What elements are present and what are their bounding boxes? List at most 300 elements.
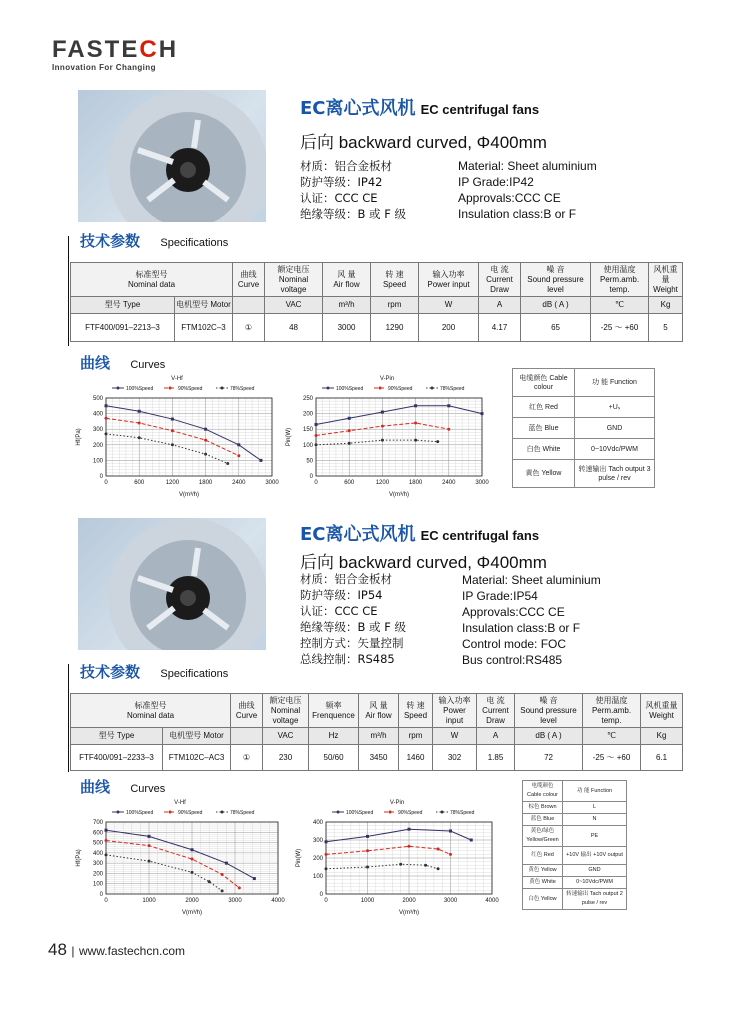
data-point — [470, 839, 473, 842]
x-axis-label: V(m³/h) — [399, 910, 419, 916]
th-col: 风 量 Air flow — [323, 263, 371, 297]
th-unit: ℃ — [583, 728, 641, 745]
data-point — [259, 459, 262, 462]
data-point — [408, 845, 411, 848]
cell-motor: FTM102C–3 — [175, 314, 233, 342]
cell: 5 — [649, 314, 683, 342]
y-axis-label: Hf(Pa) — [76, 849, 82, 867]
legend-label: 78%Speed — [440, 386, 465, 392]
x-tick-label: 0 — [324, 898, 328, 904]
data-point — [381, 411, 384, 414]
logo-tagline: Innovation For Changing — [52, 63, 156, 72]
y-tick-label: 300 — [312, 838, 323, 844]
x-tick-label: 1200 — [165, 480, 180, 486]
y-tick-label: 0 — [309, 474, 313, 480]
spec-en: Approvals:CCC CE — [462, 605, 565, 619]
series-line-78%Speed — [106, 434, 228, 464]
chart-svg — [72, 382, 282, 502]
th-unit: VAC — [263, 728, 309, 745]
wire-row: 黄色/绿色 Yellow/Green PE — [523, 826, 627, 847]
data-point — [348, 442, 351, 445]
section-heading-curves-2 — [80, 776, 165, 797]
th-unit — [233, 297, 265, 314]
chart-legend — [322, 386, 465, 392]
chart-vhf-1 — [72, 376, 282, 504]
series-line-100%Speed — [106, 406, 261, 461]
data-point — [366, 835, 369, 838]
table-row — [71, 314, 683, 342]
legend-label: 100%Speed — [346, 810, 374, 816]
data-point — [315, 434, 318, 437]
section-cn: 曲线 — [80, 778, 111, 796]
y-tick-label: 50 — [306, 458, 313, 465]
section-en: Specifications — [160, 668, 229, 680]
section-cn: 曲线 — [80, 354, 111, 372]
chart-title: V-Pin — [379, 376, 395, 382]
data-point — [204, 439, 207, 442]
wire-row: 白色 Yellow 转速输出 Tach output 2 pulse / rev — [523, 889, 627, 910]
data-point — [148, 835, 151, 838]
wire-row: 黄色 Yellow 转速输出 Tach output 3 pulse / rev — [513, 460, 655, 488]
spec-cn: 材质：铝合金板材 — [300, 572, 392, 586]
cell: 1460 — [399, 745, 433, 771]
y-tick-label: 600 — [92, 830, 103, 837]
cell: 72 — [515, 745, 583, 771]
th-col: 频率 Frenquence — [309, 694, 359, 728]
data-point — [105, 853, 108, 856]
th-col: 使用温度 Perm.amb. temp. — [591, 263, 649, 297]
legend-label: 90%Speed — [178, 810, 203, 816]
th-unit: m³/h — [359, 728, 399, 745]
th-unit: W — [433, 728, 477, 745]
x-tick-label: 3000 — [443, 898, 458, 904]
series-line-78%Speed — [326, 864, 438, 869]
legend-marker — [117, 811, 120, 814]
x-tick-label: 1000 — [360, 898, 375, 904]
product-photo-2 — [78, 518, 266, 650]
data-point — [325, 840, 328, 843]
th-unit: rpm — [399, 728, 433, 745]
th-unit: W — [419, 297, 479, 314]
y-tick-label: 500 — [92, 396, 103, 402]
data-point — [437, 848, 440, 851]
wire-row: 黄色 White 0~10Vdc/PWM — [523, 877, 627, 889]
th-type: 型号 Type — [71, 297, 175, 314]
th-unit: A — [479, 297, 521, 314]
y-tick-label: 400 — [312, 820, 323, 826]
data-point — [315, 443, 318, 446]
spec-cn: 绝缘等级：B 或 F 级 — [300, 620, 406, 634]
y-tick-label: 400 — [92, 411, 103, 418]
spec-en: Control mode: FOC — [462, 637, 567, 651]
th-unit: Hz — [309, 728, 359, 745]
cell: 3450 — [359, 745, 399, 771]
spec-cn: 绝缘等级：B 或 F 级 — [300, 207, 406, 221]
x-tick-label: 2400 — [232, 480, 246, 486]
data-point — [208, 880, 211, 883]
th-col: 输入功率 Power input — [419, 263, 479, 297]
logo-text-a: FASTE — [52, 36, 140, 63]
plot-frame — [316, 398, 482, 476]
th-unit: Kg — [641, 728, 683, 745]
x-tick-label: 3000 — [228, 898, 242, 904]
section-heading-specs-2 — [80, 661, 228, 682]
data-point — [366, 866, 369, 869]
legend-marker — [389, 811, 392, 814]
data-point — [105, 417, 108, 420]
wire-row: 电缆颜色 Cable colour 功 能 Function — [513, 369, 655, 397]
spec-cn: 认证：CCC CE — [300, 604, 378, 618]
chart-title: V-Hf — [174, 800, 186, 806]
data-point — [237, 454, 240, 457]
y-tick-label: 0 — [99, 474, 103, 480]
th-col: 曲线 Curve — [231, 694, 263, 728]
data-point — [171, 443, 174, 446]
data-point — [191, 871, 194, 874]
th-unit: A — [477, 728, 515, 745]
specs-en-1 — [458, 158, 597, 222]
th-col: 噪 音 Sound pressure level — [515, 694, 583, 728]
legend-label: 78%Speed — [230, 386, 255, 392]
th-unit: Kg — [649, 297, 683, 314]
data-point — [449, 853, 452, 856]
th-col: 转 速 Speed — [371, 263, 419, 297]
y-tick-label: 300 — [92, 861, 103, 868]
y-tick-label: 100 — [92, 458, 103, 465]
chart-legend — [332, 810, 475, 816]
footer-separator: | — [71, 944, 75, 958]
wire-row: 棕色 Brown L — [523, 802, 627, 814]
wire-row: 黄色 Yellow GND — [523, 865, 627, 877]
x-tick-label: 600 — [344, 480, 355, 486]
x-tick-label: 0 — [104, 898, 108, 904]
wiring-table-1 — [512, 368, 655, 488]
x-tick-label: 3000 — [265, 480, 279, 486]
x-axis-label: V(m³/h) — [179, 492, 199, 498]
spec-en: Bus control:RS485 — [462, 653, 563, 667]
data-point — [105, 404, 108, 407]
data-point — [221, 873, 224, 876]
section-en: Specifications — [160, 237, 229, 249]
data-point — [191, 848, 194, 851]
data-point — [325, 867, 328, 870]
title-en: EC centrifugal fans — [420, 102, 540, 117]
legend-label: 78%Speed — [230, 810, 255, 816]
data-point — [408, 828, 411, 831]
cell: 230 — [263, 745, 309, 771]
section-cn: 技术参数 — [80, 663, 141, 681]
x-tick-label: 4000 — [485, 898, 499, 904]
legend-label: 90%Speed — [398, 810, 423, 816]
wire-row: 蓝色 Blue GND — [513, 418, 655, 439]
spec-en: Approvals:CCC CE — [458, 191, 561, 205]
x-tick-label: 2000 — [402, 898, 416, 904]
y-axis-label: Hf(Pa) — [76, 428, 82, 446]
th-col: 噪 音 Sound pressure level — [521, 263, 591, 297]
data-point — [447, 404, 450, 407]
spec-en: IP Grade:IP42 — [458, 175, 534, 189]
data-point — [449, 830, 452, 833]
chart-vpin-1 — [282, 376, 492, 504]
y-tick-label: 150 — [302, 427, 313, 434]
data-point — [437, 867, 440, 870]
spec-cn: 防护等级：IP54 — [300, 588, 383, 602]
product-title-2 — [300, 520, 539, 546]
y-tick-label: 200 — [92, 442, 103, 449]
data-point — [366, 849, 369, 852]
left-rule-1 — [68, 236, 69, 346]
series-line-90%Speed — [326, 846, 451, 854]
legend-marker — [221, 387, 224, 390]
y-tick-label: 200 — [92, 871, 103, 878]
data-point — [424, 864, 427, 867]
spec-en: Material: Sheet aluminium — [462, 573, 601, 587]
logo-text-b: H — [158, 36, 179, 63]
data-point — [138, 436, 141, 439]
page-number: 48 — [48, 940, 67, 959]
y-tick-label: 200 — [302, 411, 313, 418]
data-point — [171, 429, 174, 432]
cell-motor: FTM102C–AC3 — [163, 745, 231, 771]
cell: -25 ～ +60 — [583, 745, 641, 771]
th-col: 风 量 Air flow — [359, 694, 399, 728]
legend-marker — [221, 811, 224, 814]
cell: 65 — [521, 314, 591, 342]
legend-label: 100%Speed — [126, 386, 154, 392]
y-tick-label: 100 — [92, 881, 103, 888]
data-point — [171, 418, 174, 421]
spec-en: Insulation class:B or F — [462, 621, 581, 635]
cell: 1290 — [371, 314, 419, 342]
th-col: 曲线 Curve — [233, 263, 265, 297]
x-tick-label: 4000 — [271, 898, 285, 904]
y-tick-label: 500 — [92, 840, 103, 847]
wire-row: 白色 White 0~10Vdc/PWM — [513, 439, 655, 460]
wire-row: 蓝色 Blue N — [523, 814, 627, 826]
th-col: 风机重量 Weight — [641, 694, 683, 728]
data-point — [204, 453, 207, 456]
wire-row: 电缆颜色 Cable colour 功 能 Function — [523, 781, 627, 802]
cell: 302 — [433, 745, 477, 771]
th-nominal: 标准型号 Nominal data — [71, 694, 231, 728]
th-col: 电 流 Current Draw — [477, 694, 515, 728]
series-line-78%Speed — [106, 855, 222, 891]
y-tick-label: 700 — [92, 820, 103, 826]
chart-svg — [282, 382, 492, 502]
section-cn: 技术参数 — [80, 232, 141, 250]
chart-legend — [112, 810, 255, 816]
y-tick-label: 0 — [319, 892, 323, 898]
data-point — [399, 863, 402, 866]
th-unit — [231, 728, 263, 745]
data-point — [436, 440, 439, 443]
legend-marker — [169, 387, 172, 390]
spec-cn: 材质：铝合金板材 — [300, 159, 392, 173]
th-nominal: 标准型号 Nominal data — [71, 263, 233, 297]
cell: 48 — [265, 314, 323, 342]
cell: 1.85 — [477, 745, 515, 771]
spec-table-2 — [70, 693, 683, 771]
th-col: 输入功率 Power input — [433, 694, 477, 728]
legend-marker — [169, 811, 172, 814]
wire-row: 红色 Red +10V 输出 +10V output — [523, 847, 627, 865]
x-axis-label: V(m³/h) — [182, 910, 202, 916]
th-type: 型号 Type — [71, 728, 163, 745]
title-cn: EC离心式风机 — [300, 524, 416, 545]
section-heading-curves-1 — [80, 352, 165, 373]
spec-en: Insulation class:B or F — [458, 207, 577, 221]
y-axis-label: Pin(W) — [286, 427, 292, 447]
cell: 4.17 — [479, 314, 521, 342]
data-point — [105, 432, 108, 435]
x-tick-label: 1000 — [142, 898, 156, 904]
th-unit: dB ( A ) — [521, 297, 591, 314]
legend-label: 78%Speed — [450, 810, 475, 816]
data-point — [414, 439, 417, 442]
data-point — [105, 839, 108, 842]
spec-cn: 认证：CCC CE — [300, 191, 378, 205]
th-col: 转 速 Speed — [399, 694, 433, 728]
y-tick-label: 200 — [312, 856, 323, 862]
section-en: Curves — [130, 783, 166, 795]
product-photo-1 — [78, 90, 266, 222]
th-unit: ℃ — [591, 297, 649, 314]
th-unit: VAC — [265, 297, 323, 314]
chart-vhf-2 — [72, 800, 288, 922]
specs-cn-1 — [300, 158, 406, 222]
series-line-100%Speed — [316, 406, 482, 425]
cell: 50/60 — [309, 745, 359, 771]
website-link[interactable]: www.fastechcn.com — [78, 944, 185, 958]
brand-logo — [52, 36, 178, 72]
legend-marker — [117, 387, 120, 390]
data-point — [447, 428, 450, 431]
wiring-table-2 — [522, 780, 627, 910]
spec-table-1 — [70, 262, 683, 342]
th-col: 风机重量 Weight — [649, 263, 683, 297]
section-heading-specs-1 — [80, 230, 228, 251]
spec-cn: 总线控制：RS485 — [300, 652, 395, 666]
legend-label: 100%Speed — [126, 810, 154, 816]
spec-en: IP Grade:IP54 — [462, 589, 538, 603]
data-point — [253, 877, 256, 880]
data-point — [221, 889, 224, 892]
legend-marker — [441, 811, 444, 814]
title-cn: EC离心式风机 — [300, 98, 416, 119]
x-tick-label: 2000 — [185, 898, 199, 904]
legend-marker — [379, 387, 382, 390]
data-point — [348, 429, 351, 432]
logo-o: C — [139, 36, 159, 63]
data-point — [315, 423, 318, 426]
data-point — [381, 425, 384, 428]
data-point — [138, 421, 141, 424]
specs-cn-2 — [300, 571, 406, 667]
x-tick-label: 600 — [134, 480, 145, 486]
data-point — [204, 428, 207, 431]
wire-row: 红色 Red +Uₛ — [513, 397, 655, 418]
chart-vpin-2 — [292, 800, 502, 922]
y-axis-label: Pin(W) — [296, 848, 302, 868]
th-col: 额定电压 Nominal voltage — [265, 263, 323, 297]
table-row — [71, 745, 683, 771]
data-point — [414, 421, 417, 424]
legend-marker — [431, 387, 434, 390]
cell: 3000 — [323, 314, 371, 342]
spec-cn: 防护等级：IP42 — [300, 175, 383, 189]
data-point — [325, 853, 328, 856]
data-point — [148, 860, 151, 863]
x-axis-label: V(m³/h) — [389, 492, 409, 498]
data-point — [225, 862, 228, 865]
th-motor: 电机型号 Motor — [175, 297, 233, 314]
data-point — [381, 439, 384, 442]
y-tick-label: 0 — [99, 892, 103, 898]
x-tick-label: 1200 — [375, 480, 390, 486]
cell: ① — [233, 314, 265, 342]
y-tick-label: 100 — [312, 874, 323, 880]
data-point — [348, 417, 351, 420]
th-col: 使用温度 Perm.amb. temp. — [583, 694, 641, 728]
x-tick-label: 3000 — [475, 480, 489, 486]
left-rule-2 — [68, 664, 69, 772]
cell-type: FTF400/091–2233–3 — [71, 745, 163, 771]
legend-label: 100%Speed — [336, 386, 364, 392]
th-motor: 电机型号 Motor — [163, 728, 231, 745]
section-en: Curves — [130, 359, 166, 371]
legend-label: 90%Speed — [178, 386, 203, 392]
th-col: 电 流 Current Draw — [479, 263, 521, 297]
legend-marker — [337, 811, 340, 814]
data-point — [138, 410, 141, 413]
x-tick-label: 0 — [314, 480, 318, 486]
title-en: EC centrifugal fans — [420, 528, 540, 543]
cell-type: FTF400/091–2213–3 — [71, 314, 175, 342]
data-point — [237, 443, 240, 446]
data-point — [226, 462, 229, 465]
x-tick-label: 1800 — [198, 480, 213, 486]
y-tick-label: 300 — [92, 427, 103, 434]
y-tick-label: 400 — [92, 850, 103, 857]
legend-label: 90%Speed — [388, 386, 413, 392]
data-point — [191, 858, 194, 861]
cell: ① — [231, 745, 263, 771]
cell: 6.1 — [641, 745, 683, 771]
y-tick-label: 250 — [302, 396, 313, 402]
data-point — [481, 412, 484, 415]
legend-marker — [327, 387, 330, 390]
spec-en: Material: Sheet aluminium — [458, 159, 597, 173]
x-tick-label: 2400 — [442, 480, 456, 486]
th-unit: m³/h — [323, 297, 371, 314]
cell: -25 ～ +60 — [591, 314, 649, 342]
data-point — [148, 844, 151, 847]
x-tick-label: 1800 — [408, 480, 423, 486]
chart-title: V-Pin — [389, 800, 405, 806]
th-col: 额定电压 Nominal voltage — [263, 694, 309, 728]
y-tick-label: 100 — [302, 442, 313, 449]
chart-svg — [292, 806, 502, 920]
specs-en-2 — [462, 572, 601, 668]
page-footer — [48, 940, 185, 960]
x-tick-label: 0 — [104, 480, 108, 486]
th-unit: dB ( A ) — [515, 728, 583, 745]
product-title-1 — [300, 94, 539, 120]
data-point — [414, 404, 417, 407]
data-point — [238, 886, 241, 889]
spec-cn: 控制方式：矢量控制 — [300, 636, 404, 650]
chart-legend — [112, 386, 255, 392]
